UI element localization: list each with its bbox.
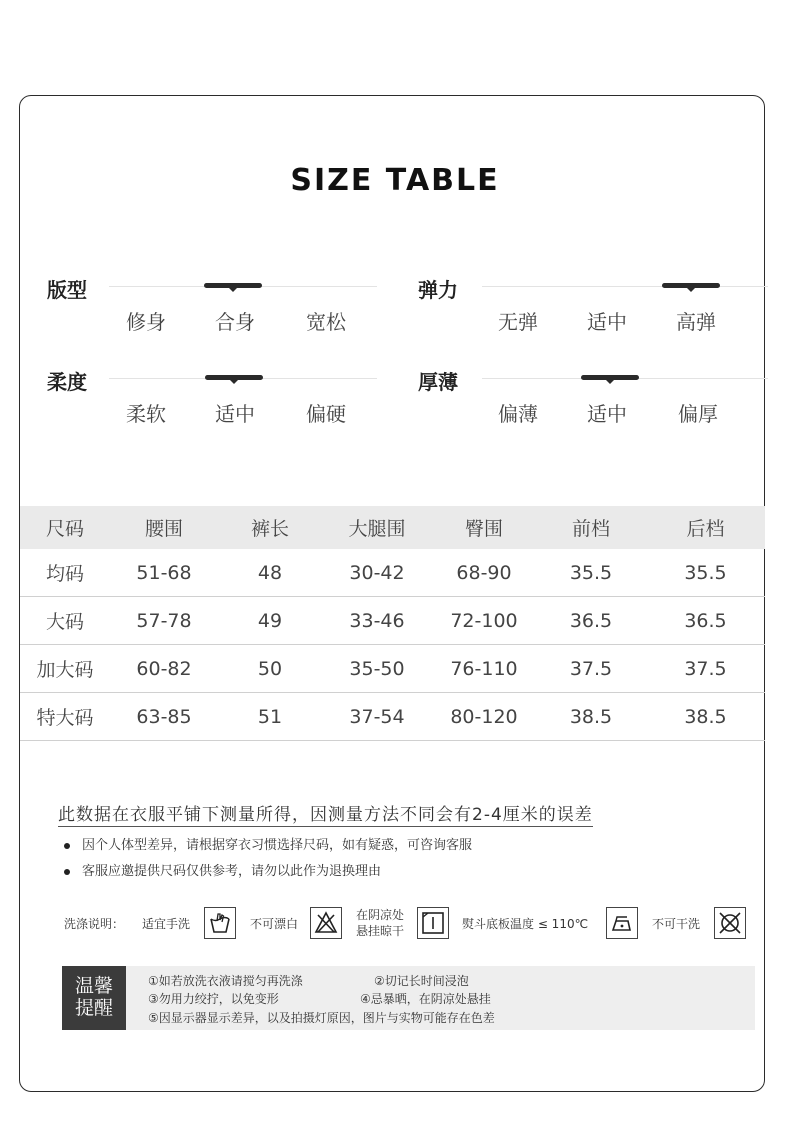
attr-fit-option: 修身 (126, 310, 166, 334)
attr-thickness-option: 偏厚 (678, 402, 718, 426)
attr-softness (47, 366, 377, 446)
table-cell: 37.5 (646, 645, 765, 693)
selected-marker (205, 375, 263, 380)
selected-marker (662, 283, 720, 288)
iron-icon (606, 907, 638, 939)
table-cell: 35.5 (646, 549, 765, 597)
tip-item: ③勿用力绞拧，以免变形 (148, 992, 279, 1006)
table-cell: 36.5 (646, 597, 765, 645)
hand-wash-label: 适宜手洗 (142, 917, 191, 931)
attr-thickness-option: 适中 (587, 402, 627, 426)
column-header: 腰围 (110, 506, 218, 549)
table-row (20, 597, 765, 645)
tip-item: ②切记长时间浸泡 (374, 974, 469, 988)
table-cell: 33-46 (322, 597, 432, 645)
table-cell: 80-120 (432, 693, 536, 741)
column-header: 臀围 (432, 506, 536, 549)
attr-thickness-option: 偏薄 (498, 402, 538, 426)
table-cell: 35-50 (322, 645, 432, 693)
bullet-dot (64, 843, 70, 849)
tips-title-line: 温馨 (74, 975, 113, 997)
table-cell: 72-100 (432, 597, 536, 645)
iron-label: 熨斗底板温度 ≤ 110℃ (462, 917, 589, 931)
tips-title-line: 提醒 (74, 997, 113, 1019)
tip-item: ④忌暴晒，在阴凉处悬挂 (360, 992, 491, 1006)
no-bleach-label: 不可漂白 (250, 917, 299, 931)
scale-line (482, 286, 768, 287)
column-header: 前档 (536, 506, 646, 549)
attr-elasticity-option: 无弹 (498, 310, 538, 334)
attr-elasticity-option: 适中 (587, 310, 627, 334)
tip-item: ⑤因显示器显示差异，以及拍摄灯原因，图片与实物可能存在色差 (148, 1011, 495, 1025)
table-cell: 大码 (20, 597, 110, 645)
attr-softness-option: 柔软 (126, 402, 166, 426)
table-cell: 49 (218, 597, 322, 645)
selected-marker (581, 375, 639, 380)
column-header: 尺码 (20, 506, 110, 549)
tip-item: ①如若放洗衣液请搅匀再洗涤 (148, 974, 303, 988)
table-cell: 50 (218, 645, 322, 693)
table-cell: 加大码 (20, 645, 110, 693)
attr-thickness-label: 厚薄 (418, 370, 458, 394)
selected-marker (204, 283, 262, 288)
attr-softness-label: 柔度 (47, 370, 87, 394)
measurement-note: 此数据在衣服平铺下测量所得，因测量方法不同会有2-4厘米的误差 (58, 800, 593, 827)
table-cell: 35.5 (536, 549, 646, 597)
wash-instructions (64, 905, 754, 943)
attr-softness-option: 偏硬 (306, 402, 346, 426)
no-dry-clean-icon (714, 907, 746, 939)
table-cell: 38.5 (536, 693, 646, 741)
table-cell: 30-42 (322, 549, 432, 597)
table-cell: 57-78 (110, 597, 218, 645)
wash-label: 洗涤说明： (64, 917, 125, 931)
table-row (20, 549, 765, 597)
attr-fit (47, 274, 377, 354)
attr-fit-option: 宽松 (306, 310, 346, 334)
note-bullet (64, 834, 472, 853)
note-bullet-text: 客服应邀提供尺码仅供参考，请勿以此作为退换理由 (82, 864, 382, 879)
table-cell: 76-110 (432, 645, 536, 693)
table-cell: 均码 (20, 549, 110, 597)
attr-elasticity (418, 274, 748, 354)
table-cell: 60-82 (110, 645, 218, 693)
tips-title (62, 966, 126, 1030)
care-tips (62, 966, 755, 1030)
note-bullet (64, 860, 381, 879)
no-bleach-icon (310, 907, 342, 939)
attr-thickness (418, 366, 748, 446)
hand-wash-icon (204, 907, 236, 939)
table-cell: 36.5 (536, 597, 646, 645)
note-bullet-text: 因个人体型差异，请根据穿衣习惯选择尺码，如有疑惑，可咨询客服 (82, 838, 473, 853)
no-dry-clean-label: 不可干洗 (652, 917, 701, 931)
column-header: 大腿围 (322, 506, 432, 549)
attr-fit-option: 合身 (215, 310, 255, 334)
shade-dry-label-2: 悬挂晾干 (356, 924, 405, 938)
column-header: 后档 (646, 506, 765, 549)
table-cell: 38.5 (646, 693, 765, 741)
table-cell: 37.5 (536, 645, 646, 693)
table-row (20, 693, 765, 741)
attr-fit-label: 版型 (47, 278, 87, 302)
table-cell: 48 (218, 549, 322, 597)
table-cell: 特大码 (20, 693, 110, 741)
table-header-row (20, 506, 765, 549)
page-title: SIZE TABLE (290, 163, 500, 198)
table-cell: 63-85 (110, 693, 218, 741)
bullet-dot (64, 869, 70, 875)
table-cell: 37-54 (322, 693, 432, 741)
size-table (20, 506, 765, 741)
shade-dry-icon (417, 907, 449, 939)
table-cell: 51-68 (110, 549, 218, 597)
attr-softness-option: 适中 (215, 402, 255, 426)
column-header: 裤长 (218, 506, 322, 549)
table-cell: 68-90 (432, 549, 536, 597)
attr-elasticity-option: 高弹 (676, 310, 716, 334)
table-row (20, 645, 765, 693)
attr-elasticity-label: 弹力 (418, 278, 458, 302)
table-cell: 51 (218, 693, 322, 741)
shade-dry-label-1: 在阴凉处 (356, 908, 405, 922)
